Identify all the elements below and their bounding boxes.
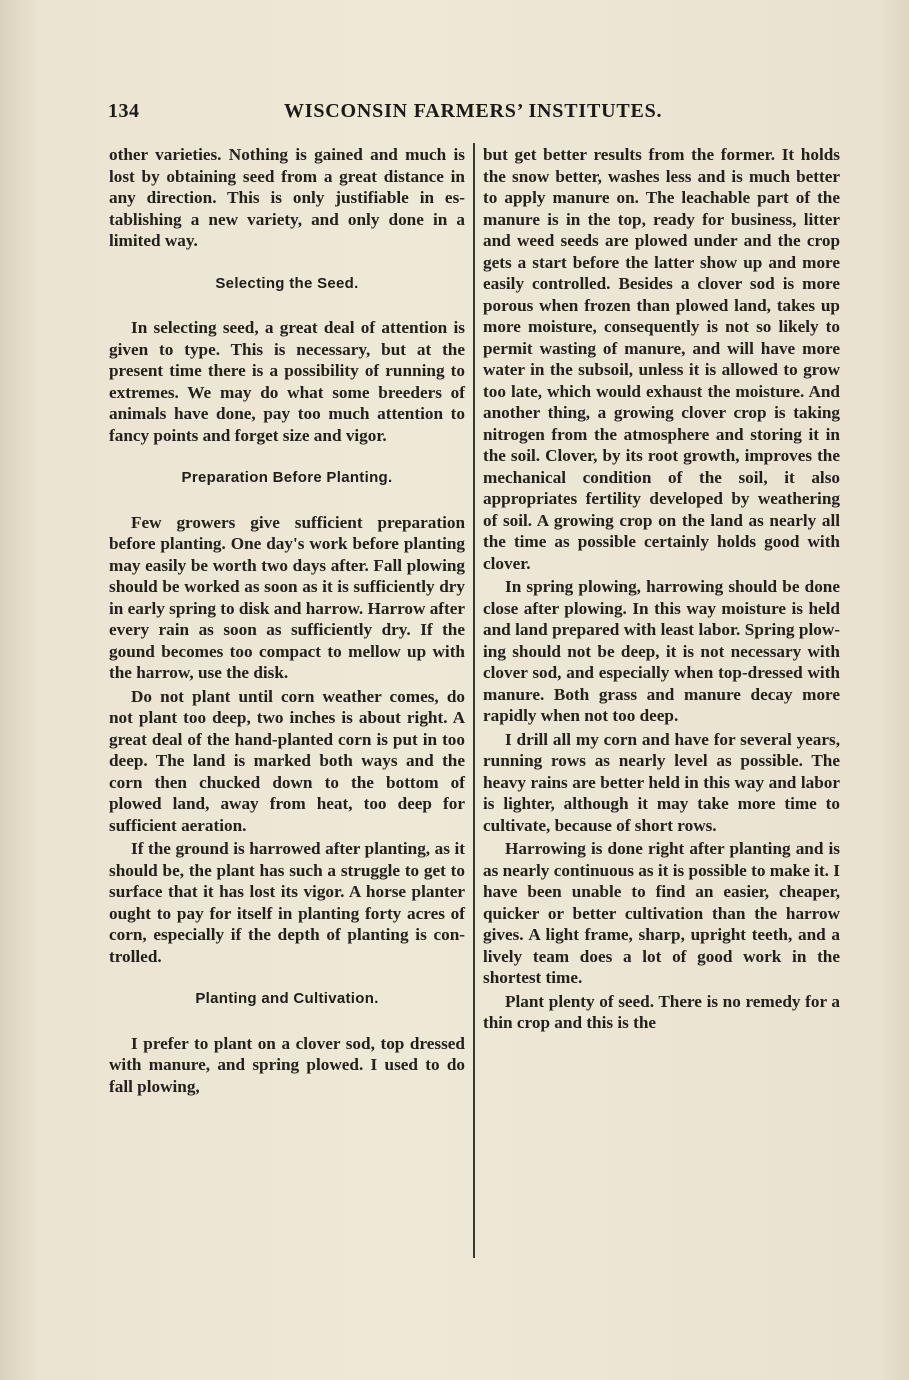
page-header — [108, 100, 866, 130]
section-heading-selecting-seed: Selecting the Seed. — [215, 274, 359, 292]
left-column — [109, 144, 465, 1097]
paragraph: Harrowing is done right after planting and is as nearly continuous as it is possible to make it. I have been unable to find an easier, cheaper, quicker or better cultivation than the harrow gives. A light frame, sharp, upright teeth, and a lively team does a lot of good work in the shortest time. — [483, 839, 840, 987]
paragraph: Do not plant until corn weather comes, do not plant too deep, two inches is about right. A great deal of the hand-planted corn is put in too deep. The land is marked both ways and the corn then chucked down to the bottom of plowed land, away from heat, too deep for sufficient aeration. — [109, 686, 465, 835]
paragraph: Few growers give sufficient preparation before planting. One day's work before planting may easily be worth two days after. Fall plowing should be worked as soon as it is sufficiently dry in early spring to disk and harrow. Harrow after every rain as soon as sufficiently dry. If the gound becomes too compact to mellow up with the harrow, use the disk. — [109, 512, 466, 682]
paragraph: other varieties. Nothing is gained and much is lost by obtaining seed from a great distance in any direction. This is only justifiable in establishing a new variety, and only done in a limited way. — [109, 145, 465, 250]
paragraph: Plant plenty of seed. There is no remedy for a thin crop and this is the — [483, 991, 840, 1032]
paragraph: If the ground is harrowed after planting, as it should be, the plant has such a struggle to get to surface that it has lost its vigor. A horse planter ought to pay for itself in planting forty acres of corn, especially if the depth of planting is controlled. — [109, 839, 465, 966]
right-column — [483, 144, 840, 1034]
paragraph: I prefer to plant on a clover sod, top dressed with manure, and spring plowed. I used to do fall plowing, — [109, 1033, 465, 1096]
section-heading-preparation: Preparation Before Planting. — [181, 469, 393, 486]
paragraph: In spring plowing, harrowing should be done close after plowing. In this way moisture is held and land prepared with least labor. Spring plowing should not be deep, it is not necessary with clover sod, and especially when top-dressed with manure. Both grass and manure decay more rapidly when not too deep. — [483, 577, 840, 725]
paragraph: In selecting seed, a great deal of attention is given to type. This is necessary, but at the present time there is a possibility of running to extremes. We may do what some breeders of animals have done, pay too much attention to fancy points and forget size and vigor. — [109, 318, 465, 445]
column-divider — [473, 143, 475, 1258]
paragraph: but get better results from the former. It holds the snow better, washes less and is much better to apply manure on. The leachable part of the manure is in the top, ready for business, litter and weed seeds are plowed under and the crop gets a start before the latter show up and more easily controlled. Besides a clover sod is more porous when frozen than plowed land, takes up more moisture, consequently is not so likely to permit wasting of manure, and will have more water in the subsoil, unless it is allowed to grow too late, which would exhaust the moisture. And another thing, a growing clover crop is taking nitrogen from the atmosphere and storing it in the soil. Clover, by its root growth, improves the mechanical condition of the soil, it also appropriates fertility developed by weathering of soil. A growing crop on the land as nearly all the time as possible certainly holds good with clover. — [483, 145, 840, 573]
paragraph: I drill all my corn and have for several years, running rows as nearly level as possible. The heavy rains are better held in this way and labor is lighter, although it may take more time to cultivate, because of short rows. — [483, 729, 840, 835]
running-title: WISCONSIN FARMERS’ INSTITUTES. — [284, 100, 663, 122]
page-number: 134 — [108, 100, 140, 122]
section-heading-planting: Planting and Cultivation. — [195, 990, 379, 1007]
